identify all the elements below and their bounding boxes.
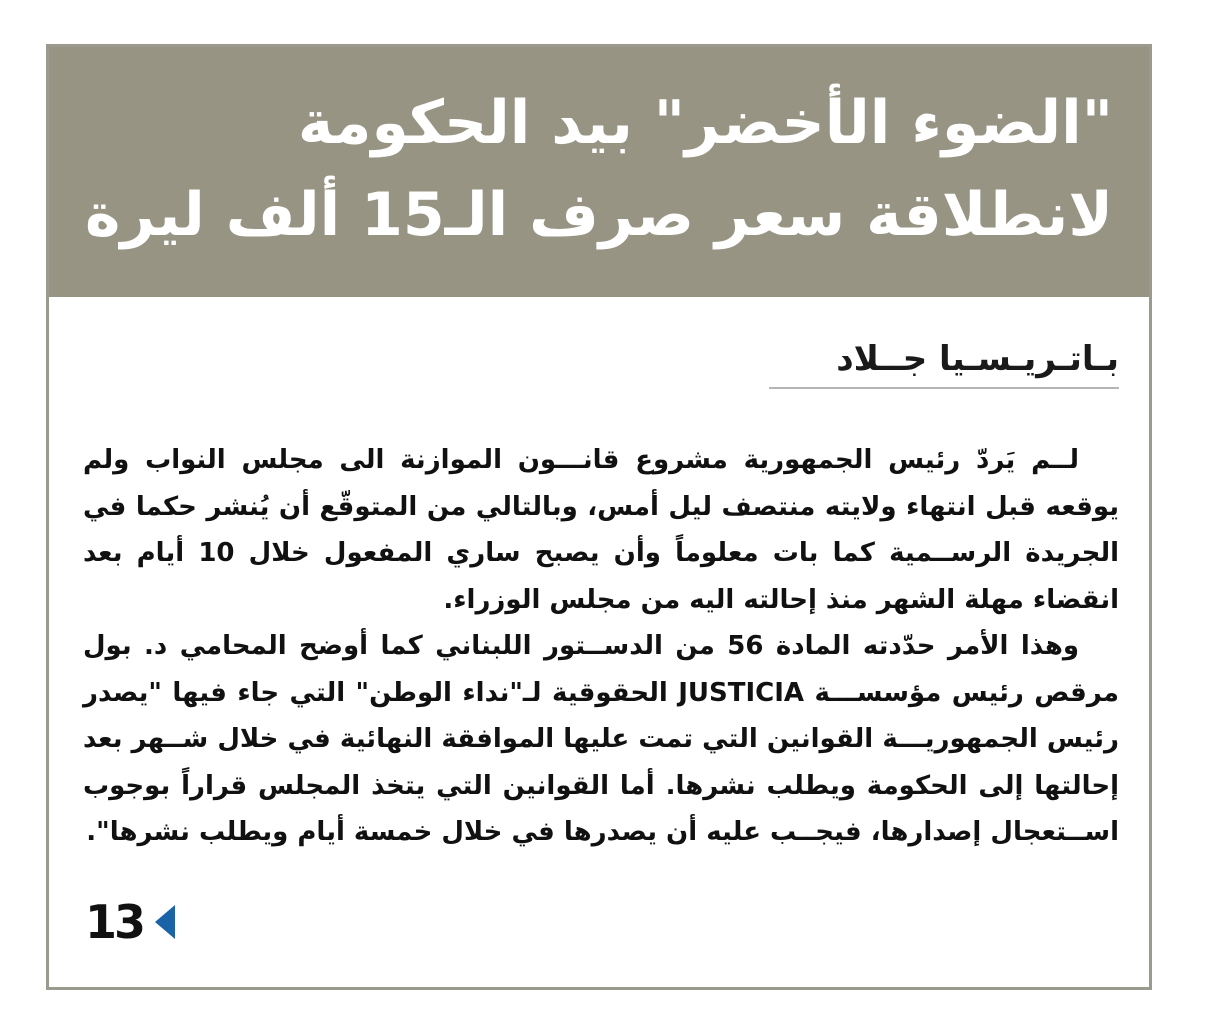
article-paragraph: لــم يَردّ رئيس الجمهورية مشروع قانـــون الموازنة الى مجلس النواب ولم يوقعه قبل انتهاء ولايته منتصف ليل أمس، وبالتالي من المتوقّع أن يُنشر حكما في الجريدة الرســمية كما بات معلوماً وأن يصبح ساري المفعول خلال 10 أيام بعد انقضاء مهلة الشهر منذ إحالته اليه من مجلس الوزراء.: [83, 445, 1119, 615]
headline-line-1: "الضوء الأخضر" بيد الحكومة: [297, 88, 1113, 158]
byline: بـاتـريـسـيا جــلاد: [769, 339, 1119, 389]
left-triangle-icon: [155, 905, 175, 939]
page-number: 13: [85, 895, 144, 949]
headline-line-2: لانطلاقة سعر صرف الـ15 ألف ليرة: [85, 180, 1113, 250]
article-card: [46, 44, 1152, 990]
headline-band: [49, 47, 1149, 297]
article-body: [83, 437, 1119, 856]
article-paragraph: وهذا الأمر حدّدته المادة 56 من الدســتور اللبناني كما أوضح المحامي د. بول مرقص رئيس مؤسســـة JUSTICIA الحقوقية لـ"نداء الوطن" التي جاء فيها "يصدر رئيس الجمهوريـــة القوانين التي تمت عليها الموافقة النهائية في خلال شــهر بعد إحالتها إلى الحكومة ويطلب نشرها. أما القوانين التي يتخذ المجلس قراراً بوجوب اســتعجال إصدارها، فيجــب عليه أن يصدرها في خلال خمسة أيام ويطلب نشرها".: [83, 631, 1119, 847]
page-marker: [85, 897, 175, 947]
headline: [79, 77, 1113, 261]
